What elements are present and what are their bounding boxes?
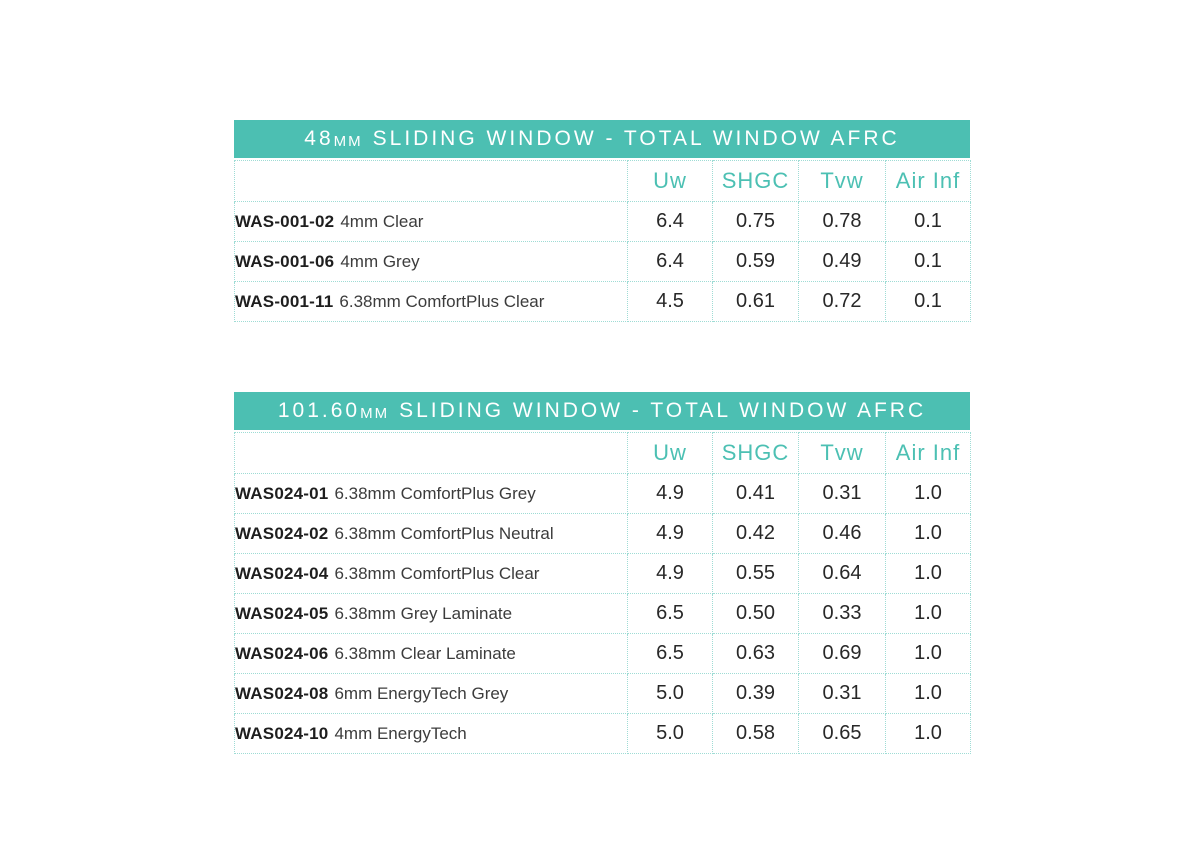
shgc-value: 0.75 bbox=[713, 202, 799, 242]
shgc-value: 0.42 bbox=[713, 514, 799, 554]
uw-value: 5.0 bbox=[628, 674, 713, 714]
tvw-value: 0.49 bbox=[799, 242, 886, 282]
table-row bbox=[235, 282, 971, 322]
table-title-text: SLIDING WINDOW - TOTAL WINDOW AFRC bbox=[399, 399, 927, 422]
shgc-column-header: SHGC bbox=[713, 433, 799, 474]
shgc-value: 0.61 bbox=[713, 282, 799, 322]
product-cell bbox=[235, 202, 628, 242]
column-header-row bbox=[235, 433, 971, 474]
product-desc: 6.38mm ComfortPlus Grey bbox=[334, 483, 536, 503]
product-desc: 4mm Clear bbox=[340, 211, 424, 231]
product-code: WAS-001-06 bbox=[235, 251, 335, 271]
uw-value: 6.5 bbox=[628, 634, 713, 674]
table-row bbox=[235, 674, 971, 714]
tvw-value: 0.72 bbox=[799, 282, 886, 322]
uw-value: 6.4 bbox=[628, 202, 713, 242]
product-desc: 6.38mm Clear Laminate bbox=[334, 643, 516, 663]
air-inf-value: 1.0 bbox=[886, 714, 971, 754]
uw-value: 6.4 bbox=[628, 242, 713, 282]
uw-value: 5.0 bbox=[628, 714, 713, 754]
uw-value: 4.9 bbox=[628, 474, 713, 514]
air-inf-column-header: Air Inf bbox=[886, 161, 971, 202]
uw-value: 4.5 bbox=[628, 282, 713, 322]
air-inf-value: 0.1 bbox=[886, 282, 971, 322]
window-size-unit: MM bbox=[333, 132, 363, 150]
tvw-value: 0.69 bbox=[799, 634, 886, 674]
table-row bbox=[235, 242, 971, 282]
product-code: WAS-001-11 bbox=[235, 291, 334, 311]
product-desc: 6.38mm Grey Laminate bbox=[334, 603, 513, 623]
tvw-value: 0.33 bbox=[799, 594, 886, 634]
product-desc: 4mm EnergyTech bbox=[334, 723, 467, 743]
tvw-value: 0.31 bbox=[799, 674, 886, 714]
product-cell bbox=[235, 594, 628, 634]
uw-column-header: Uw bbox=[628, 161, 713, 202]
product-cell bbox=[235, 674, 628, 714]
shgc-value: 0.55 bbox=[713, 554, 799, 594]
shgc-value: 0.39 bbox=[713, 674, 799, 714]
shgc-value: 0.59 bbox=[713, 242, 799, 282]
table-row bbox=[235, 474, 971, 514]
table-row bbox=[235, 514, 971, 554]
air-inf-value: 1.0 bbox=[886, 634, 971, 674]
shgc-column-header: SHGC bbox=[713, 161, 799, 202]
air-inf-value: 1.0 bbox=[886, 594, 971, 634]
product-code: WAS024-08 bbox=[235, 683, 329, 703]
product-desc: 6.38mm ComfortPlus Clear bbox=[334, 563, 540, 583]
product-code: WAS024-01 bbox=[235, 483, 329, 503]
product-column-header bbox=[235, 433, 628, 474]
tvw-value: 0.65 bbox=[799, 714, 886, 754]
tvw-column-header: Tvw bbox=[799, 433, 886, 474]
product-desc: 6.38mm ComfortPlus Clear bbox=[339, 291, 545, 311]
product-desc: 4mm Grey bbox=[340, 251, 420, 271]
ratings-table bbox=[234, 432, 971, 754]
product-cell bbox=[235, 634, 628, 674]
table-row bbox=[235, 634, 971, 674]
tvw-column-header: Tvw bbox=[799, 161, 886, 202]
product-cell bbox=[235, 554, 628, 594]
shgc-value: 0.63 bbox=[713, 634, 799, 674]
product-code: WAS024-06 bbox=[235, 643, 329, 663]
tables-container bbox=[234, 120, 970, 754]
uw-column-header: Uw bbox=[628, 433, 713, 474]
table-title-banner bbox=[234, 120, 970, 158]
shgc-value: 0.58 bbox=[713, 714, 799, 754]
tvw-value: 0.46 bbox=[799, 514, 886, 554]
product-cell bbox=[235, 282, 628, 322]
product-code: WAS-001-02 bbox=[235, 211, 335, 231]
table-row bbox=[235, 714, 971, 754]
air-inf-value: 1.0 bbox=[886, 474, 971, 514]
shgc-value: 0.41 bbox=[713, 474, 799, 514]
product-cell bbox=[235, 474, 628, 514]
table-title-text: SLIDING WINDOW - TOTAL WINDOW AFRC bbox=[372, 127, 900, 150]
uw-value: 4.9 bbox=[628, 514, 713, 554]
table-row bbox=[235, 594, 971, 634]
window-size-label: 48 bbox=[304, 127, 334, 150]
product-code: WAS024-02 bbox=[235, 523, 329, 543]
tvw-value: 0.78 bbox=[799, 202, 886, 242]
window-size-unit: MM bbox=[360, 404, 390, 422]
tvw-value: 0.64 bbox=[799, 554, 886, 594]
air-inf-column-header: Air Inf bbox=[886, 433, 971, 474]
product-desc: 6.38mm ComfortPlus Neutral bbox=[334, 523, 554, 543]
uw-value: 6.5 bbox=[628, 594, 713, 634]
table-row bbox=[235, 202, 971, 242]
ratings-table bbox=[234, 160, 971, 322]
product-desc: 6mm EnergyTech Grey bbox=[334, 683, 509, 703]
product-cell bbox=[235, 514, 628, 554]
product-cell bbox=[235, 714, 628, 754]
afrc-table-101-60mm bbox=[234, 392, 970, 754]
product-cell bbox=[235, 242, 628, 282]
air-inf-value: 1.0 bbox=[886, 554, 971, 594]
product-code: WAS024-05 bbox=[235, 603, 329, 623]
window-size-label: 101.60 bbox=[277, 399, 361, 422]
uw-value: 4.9 bbox=[628, 554, 713, 594]
air-inf-value: 0.1 bbox=[886, 242, 971, 282]
afrc-table-48mm bbox=[234, 120, 970, 322]
product-code: WAS024-04 bbox=[235, 563, 329, 583]
air-inf-value: 1.0 bbox=[886, 674, 971, 714]
table-row bbox=[235, 554, 971, 594]
shgc-value: 0.50 bbox=[713, 594, 799, 634]
table-title-banner bbox=[234, 392, 970, 430]
air-inf-value: 1.0 bbox=[886, 514, 971, 554]
air-inf-value: 0.1 bbox=[886, 202, 971, 242]
column-header-row bbox=[235, 161, 971, 202]
product-code: WAS024-10 bbox=[235, 723, 329, 743]
product-column-header bbox=[235, 161, 628, 202]
tvw-value: 0.31 bbox=[799, 474, 886, 514]
